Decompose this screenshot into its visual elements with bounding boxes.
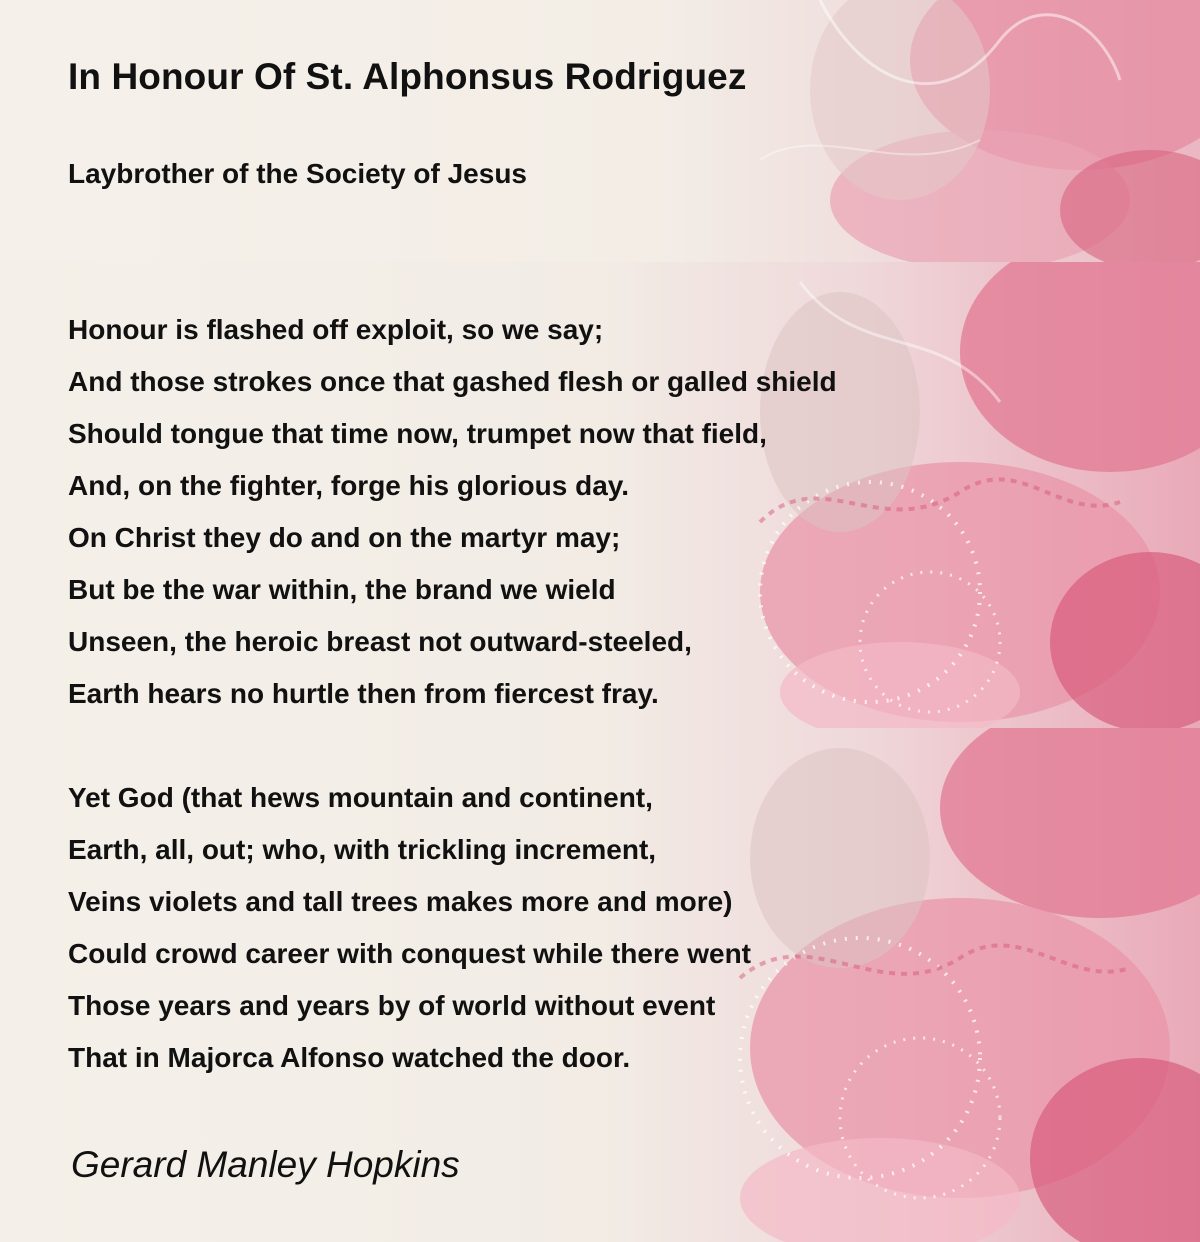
poem-line: But be the war within, the brand we wield [68,574,616,605]
poem-line: Yet God (that hews mountain and continent, [68,782,653,813]
poem-line: Honour is flashed off exploit, so we say; [68,314,604,345]
poem-line: Could crowd career with conquest while there went [68,938,752,969]
poem-line: Should tongue that time now, trumpet now that field, [68,418,767,449]
stanza-2 [68,782,751,1094]
poem-line: That in Majorca Alfonso watched the door. [68,1042,631,1073]
poem-line: Those years and years by of world without event [68,990,716,1021]
poem-line: And those strokes once that gashed flesh or galled shield [68,366,837,397]
floral-band-top [0,0,1200,262]
poem-line: Unseen, the heroic breast not outward-steeled, [68,626,692,657]
stanza-1 [68,314,837,730]
poem-line: Earth hears no hurtle then from fiercest fray. [68,678,659,709]
poem-subtitle: Laybrother of the Society of Jesus [68,158,527,189]
poem-line: Earth, all, out; who, with trickling increment, [68,834,657,865]
poem-title: In Honour Of St. Alphonsus Rodriguez [68,56,747,97]
poem-line: And, on the fighter, forge his glorious day. [68,470,630,501]
poem-line: On Christ they do and on the martyr may; [68,522,621,553]
poem-line: Veins violets and tall trees makes more and more) [68,886,733,917]
poem-author: Gerard Manley Hopkins [71,1144,460,1185]
